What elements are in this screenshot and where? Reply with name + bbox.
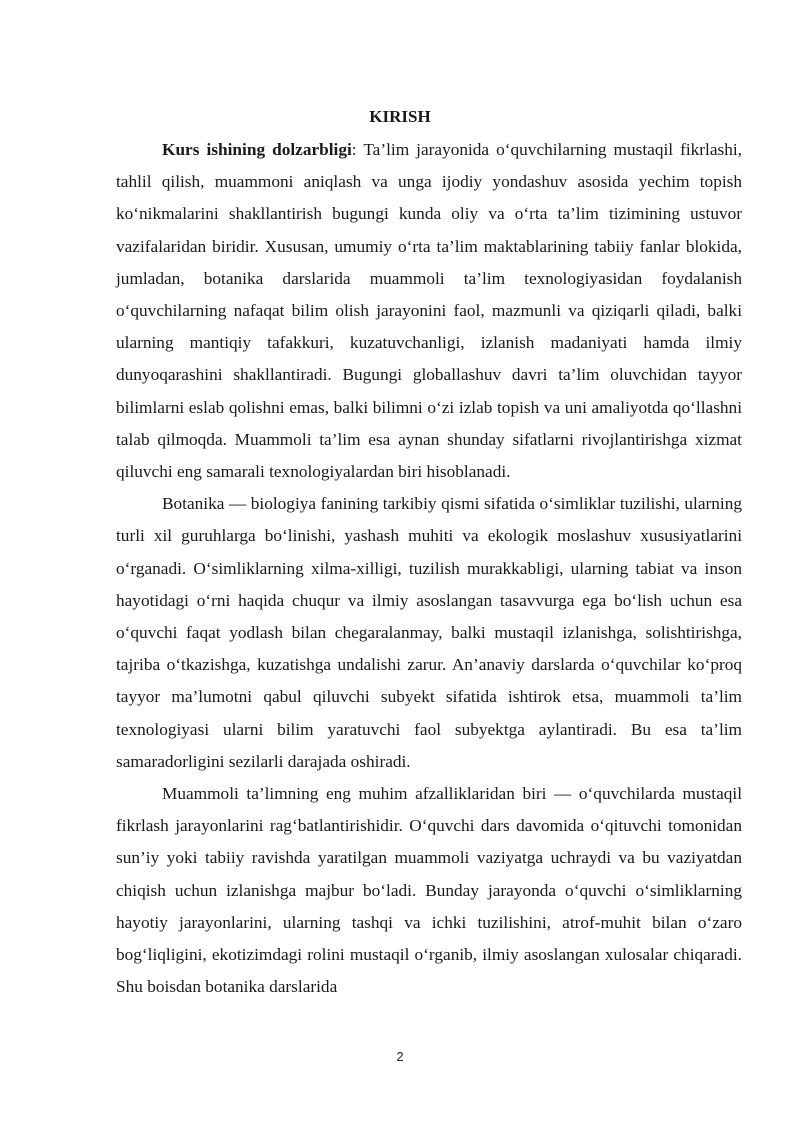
paragraph-problem-learning: [116, 778, 742, 1003]
paragraph-botany: [116, 488, 742, 778]
paragraph-text: Ta’lim jarayonida o‘quvchilarning mustaqil fikrlashi, tahlil qilish, muammoni aniqlash va unga ijodiy yondashuv asosida yechim topish ko‘nikmalarini shakllantirish bugungi kunda oliy va o‘rta ta’lim tizimining ustuvor vazifalaridan biridir. Xususan, umumiy o‘rta ta’lim maktablarining tabiiy fanlar blokida, jumladan, botanika darslarida muammoli ta’lim texnologiyasidan foydalanish o‘quvchilarning nafaqat bilim olish jarayonini faol, mazmunli va qiziqarli qiladi, balki ularning mantiqiy tafakkuri, kuzatuvchanligi, izlanish madaniyati hamda ilmiy dunyoqarashini shakllantiradi. Bugungi globallashuv davri ta’lim oluvchidan tayyor bilimlarni eslab qolishni emas, balki bilimni o‘zi izlab topish va uni amaliyotda qo‘llashni talab qilmoqda. Muammoli ta’lim esa aynan shunday sifatlarni rivojlantirishga xizmat qiluvchi eng samarali texnologiyalardan biri hisoblanadi.: [116, 140, 743, 482]
lead-separator: :: [351, 140, 364, 159]
body-text: [116, 134, 742, 1003]
paragraph-lead: Kurs ishining dolzarbligi: [162, 140, 352, 159]
section-heading: KIRISH: [369, 107, 431, 126]
paragraph-text: Botanika — biologiya fanining tarkibiy qismi sifatida o‘simliklar tuzilishi, ularning turli xil guruhlarga bo‘linishi, yashash muhiti va ekologik moslashuv xususiyatlarini o‘rganadi. O‘simliklarning xilma-xilligi, tuzilish murakkabligi, ularning tabiat va inson hayotidagi o‘rni haqida chuqur va ilmiy asoslangan tasavvurga ega bo‘lish uchun esa o‘quvchi faqat yodlash bilan chegaralanmay, balki mustaqil izlanishga, solishtirishga, tajriba o‘tkazishga, kuzatishga undalishi zarur. An’anaviy darslarda o‘quvchilar ko‘proq tayyor ma’lumotni qabul qiluvchi subyekt sifatida ishtirok etsa, muammoli ta’lim texnologiyasi ularni bilim yaratuvchi faol subyektga aylantiradi. Bu esa ta’lim samaradorligini sezilarli darajada oshiradi.: [116, 494, 742, 771]
page-number: 2: [396, 1049, 404, 1064]
paragraph-relevance: [116, 134, 742, 488]
paragraph-text: Muammoli ta’limning eng muhim afzalliklaridan biri — o‘quvchilarda mustaqil fikrlash jarayonlarini rag‘batlantirishidir. O‘quvchi dars davomida o‘qituvchi tomonidan sun’iy yoki tabiiy ravishda yaratilgan muammoli vaziyatga uchraydi va bu vaziyatdan chiqish uchun izlanishga majbur bo‘ladi. Bunday jarayonda o‘quvchi o‘simliklarning hayotiy jarayonlarini, ularning tashqi va ichki tuzilishini, atrof-muhit bilan o‘zaro bog‘liqligini, ekotizimdagi rolini mustaqil o‘rganib, ilmiy asoslangan xulosalar chiqaradi. Shu boisdan botanika darslarida: [116, 784, 742, 997]
